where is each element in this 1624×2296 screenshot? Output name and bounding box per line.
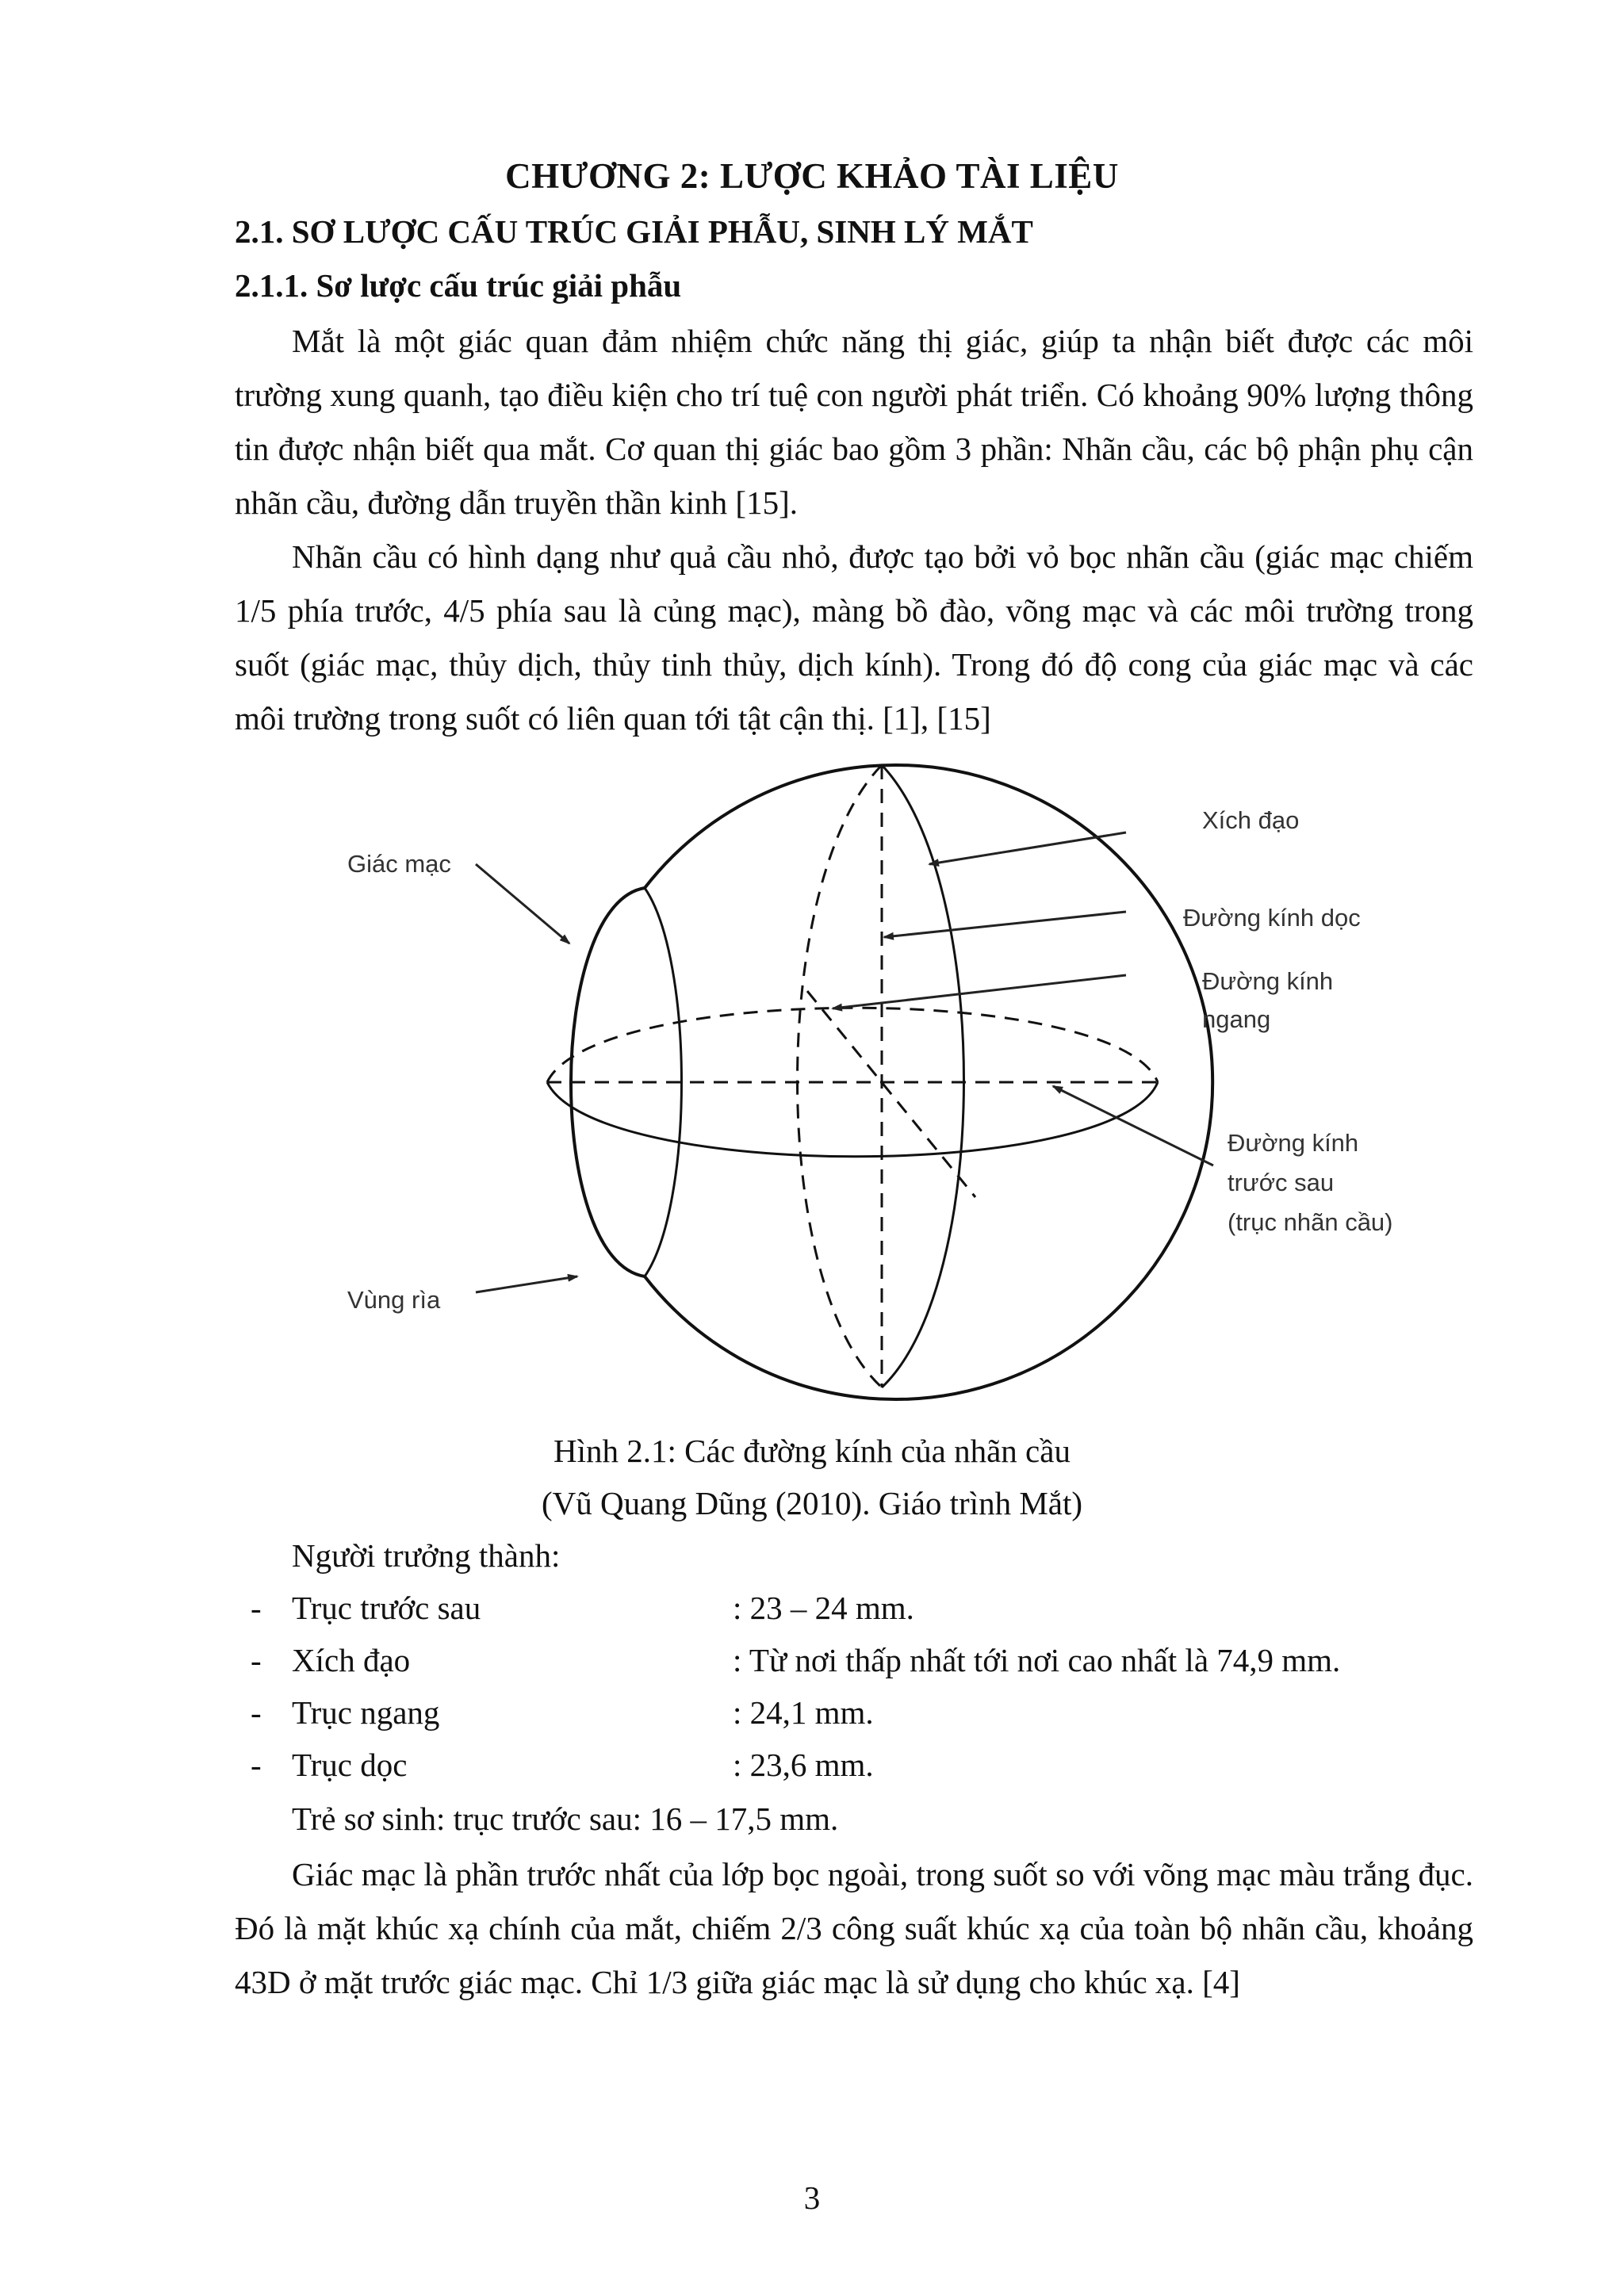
arrow-xich-dao (929, 832, 1126, 864)
list-bullet: - (251, 1642, 262, 1678)
label-xich-dao: Xích đạo (1202, 806, 1300, 834)
figure-source: (Vũ Quang Dũng (2010). Giáo trình Mắt) (541, 1485, 1083, 1521)
measurement-value: : 24,1 mm. (733, 1694, 874, 1731)
oblique-diameter (807, 991, 975, 1197)
subsection-heading: 2.1.1. Sơ lược cấu trúc giải phẫu (235, 267, 682, 304)
measurement-value: : 23 – 24 mm. (733, 1590, 914, 1626)
measurement-label: Trục ngang (292, 1694, 440, 1731)
adult-intro: Người trưởng thành: (292, 1537, 561, 1574)
paragraph-cornea: Giác mạc là phần trước nhất của lớp bọc ngoài, trong suốt so với võng mạc màu trắng đục. Đó là mặt khúc xạ chính của mắt, chiếm 2/3 công suất khúc xạ của toàn bộ nhãn cầu, khoảng 43D ở mặt trước giác mạc. Chỉ 1/3 giữa giác mạc là sử dụng cho khúc xạ. [4] (235, 1856, 1473, 2000)
measurement-label: Trục trước sau (292, 1590, 481, 1626)
chapter-title: CHƯƠNG 2: LƯỢC KHẢO TÀI LIỆU (505, 156, 1119, 196)
arrow-vung-ria (476, 1276, 577, 1292)
meridian-back (798, 765, 883, 1387)
equator-back (547, 1008, 1158, 1082)
label-duong-kinh-ngang-1: Đường kính (1202, 967, 1334, 995)
measurement-label: Xích đạo (292, 1642, 411, 1678)
label-duong-kinh-ngang-2: ngang (1202, 1005, 1271, 1033)
section-heading: 2.1. SƠ LƯỢC CẤU TRÚC GIẢI PHẪU, SINH LÝ MẮT (235, 213, 1033, 250)
label-giac-mac: Giác mạc (347, 850, 451, 878)
list-bullet: - (251, 1747, 262, 1783)
measurement-value: : Từ nơi thấp nhất tới nơi cao nhất là 74,9 mm. (733, 1642, 1341, 1678)
newborn-measurement: Trẻ sơ sinh: trục trước sau: 16 – 17,5 mm. (292, 1800, 839, 1837)
list-bullet: - (251, 1694, 262, 1731)
paragraph-eyeball: Nhãn cầu có hình dạng như quả cầu nhỏ, được tạo bởi vỏ bọc nhãn cầu (giác mạc chiếm 1/5 phía trước, 4/5 phía sau là củng mạc), màng bồ đào, võng mạc và các môi trường trong suốt (giác mạc, thủy dịch, thủy tinh thủy, dịch kính). Trong đó độ cong của giác mạc và các môi trường trong suốt có liên quan tới tật cận thị. [1], [15] (235, 538, 1473, 737)
label-truoc-sau-2: trước sau (1228, 1169, 1335, 1196)
measurement-value: : 23,6 mm. (733, 1747, 874, 1783)
arrow-duong-kinh-ngang (833, 975, 1126, 1008)
eyeball-diagram-svg (293, 753, 1451, 1403)
list-bullet: - (251, 1590, 262, 1626)
label-truoc-sau-3: (trục nhãn cầu) (1228, 1208, 1393, 1236)
meridian-front (882, 765, 964, 1387)
arrow-duong-kinh-truoc-sau (1053, 1086, 1213, 1165)
measurement-label: Trục dọc (292, 1747, 408, 1783)
arrow-duong-kinh-doc (884, 912, 1126, 937)
paragraph-intro: Mắt là một giác quan đảm nhiệm chức năng thị giác, giúp ta nhận biết được các môi trường xung quanh, tạo điều kiện cho trí tuệ con người phát triển. Có khoảng 90% lượng thông tin được nhận biết qua mắt. Cơ quan thị giác bao gồm 3 phần: Nhãn cầu, các bộ phận phụ cận nhãn cầu, đường dẫn truyền thần kinh [15]. (235, 323, 1473, 521)
label-duong-kinh-doc: Đường kính dọc (1183, 904, 1361, 932)
arrow-giac-mac (476, 864, 569, 943)
eyeball-diagram (293, 753, 1451, 1403)
label-vung-ria: Vùng rìa (347, 1286, 441, 1314)
figure-caption: Hình 2.1: Các đường kính của nhãn cầu (553, 1433, 1071, 1469)
page-number: 3 (803, 2179, 821, 2216)
label-truoc-sau-1: Đường kính (1228, 1129, 1359, 1157)
